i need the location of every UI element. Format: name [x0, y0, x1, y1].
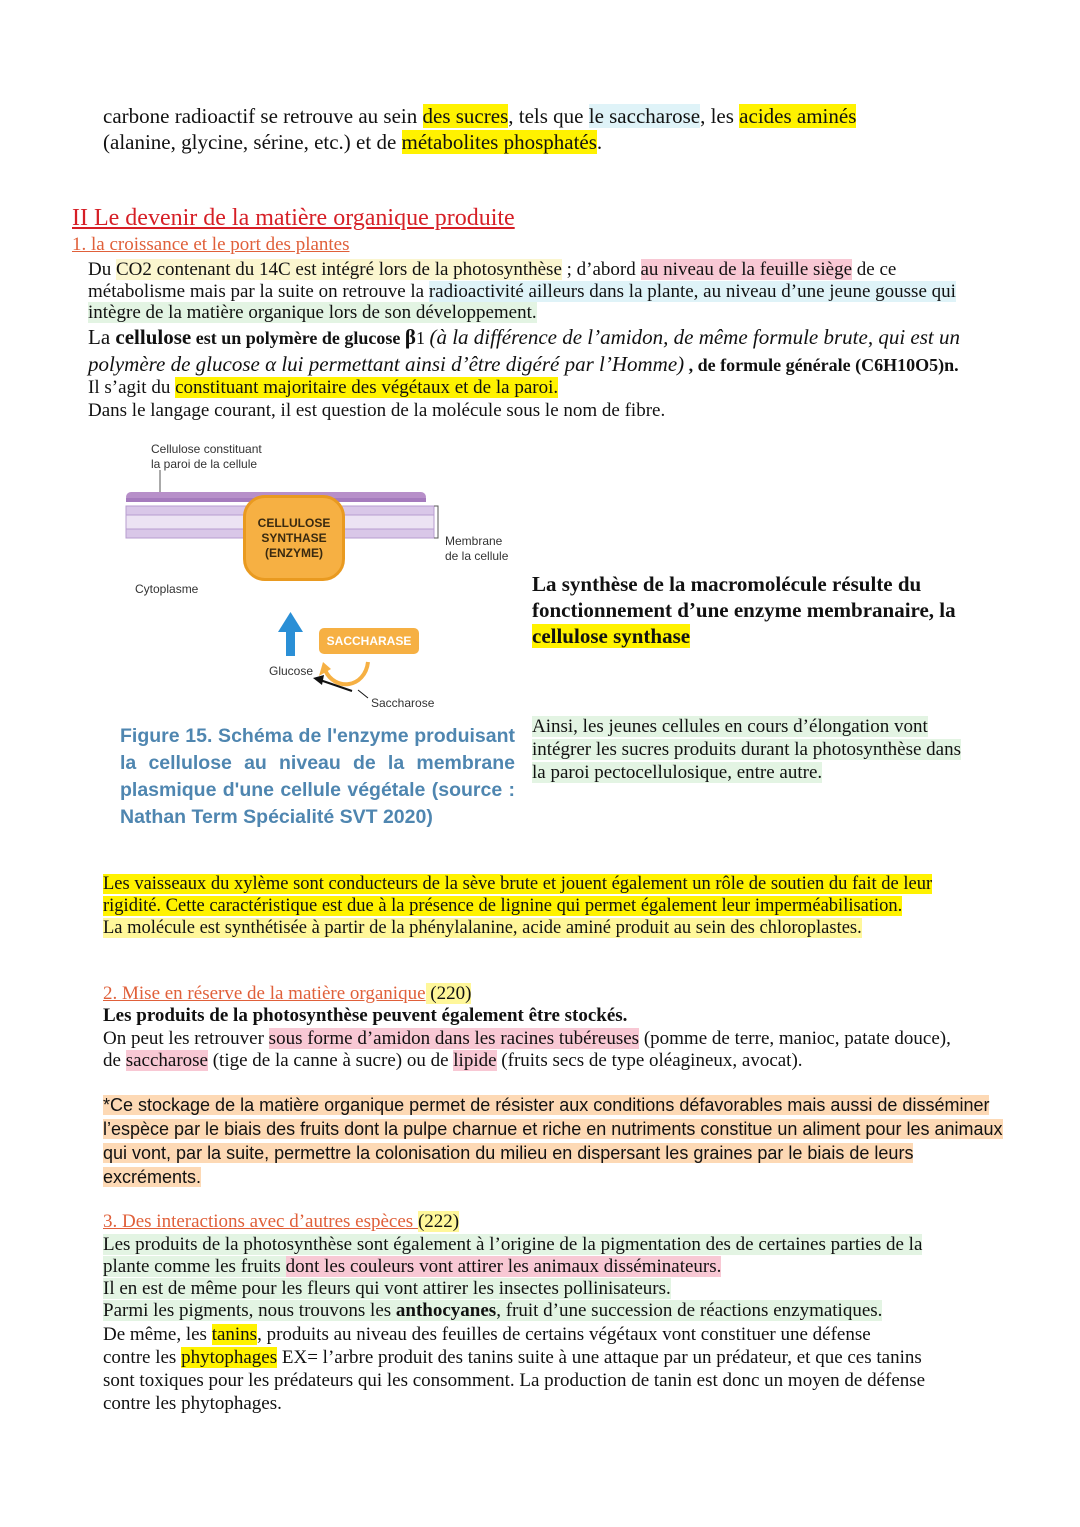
synthesis-line-3: cellulose synthase: [532, 624, 691, 648]
sub3-line-6: contre les phytophages EX= l’arbre produit des tanins suite à une attaque par un prédateur, et que ces tanins: [103, 1347, 922, 1368]
p4-line: Dans le langage courant, il est question de la molécule sous le nom de fibre.: [88, 400, 666, 421]
sub3-line-7: sont toxiques pour les prédateurs qui les consomment. La production de tanin est donc un moyen de défense: [103, 1370, 926, 1391]
sub2-line-1: Les produits de la photosynthèse peuvent également être stockés.: [103, 1005, 628, 1026]
sub3-line-3: Il en est de même pour les fleurs qui vont attirer les insectes pollinisateurs.: [103, 1278, 671, 1299]
intro-line-1: carbone radioactif se retrouve au sein des sucres, tels que le saccharose, les acides aminés: [103, 104, 857, 128]
section-title: II Le devenir de la matière organique produite: [72, 205, 515, 231]
xylem-line-3: La molécule est synthétisée à partir de la phénylalanine, acide aminé produit au sein des chloroplastes.: [103, 918, 862, 938]
cellulose-synthase-enzyme: CELLULOSE SYNTHASE (ENZYME): [243, 495, 345, 581]
sub3-line-2: plante comme les fruits dont les couleurs vont attirer les animaux disséminateurs.: [103, 1256, 722, 1277]
note-line-3: qui vont, par la suite, permettre la colonisation du milieu en dispersant les graines par le biais de leurs: [103, 1143, 914, 1163]
saccharase-curve: [325, 662, 368, 684]
intro-line-2: (alanine, glycine, sérine, etc.) et de métabolites phosphatés.: [103, 130, 603, 154]
note-line-1: *Ce stockage de la matière organique permet de résister aux conditions défavorables mais aussi de disséminer: [103, 1095, 990, 1115]
elongation-line-2: intégrer les sucres produits durant la photosynthèse dans: [532, 739, 961, 760]
subsection-title-1: 1. la croissance et le port des plantes: [72, 234, 350, 255]
sub3-line-5: De même, les tanins, produits au niveau des feuilles de certains végétaux vont constituer une défense: [103, 1324, 871, 1345]
subsection-title-2: 2. Mise en réserve de la matière organique (220): [103, 983, 472, 1004]
label-cell-wall: Cellulose constituant la paroi de la cellule: [151, 442, 262, 471]
xylem-line-1: Les vaisseaux du xylème sont conducteurs de la sève brute et jouent également un rôle de soutien du fait de leur: [103, 874, 933, 894]
note-line-4: excréments.: [103, 1167, 202, 1187]
p3-line: Il s’agit du constituant majoritaire des végétaux et de la paroi.: [88, 377, 559, 398]
label-cytoplasm: Cytoplasme: [135, 582, 199, 596]
label-saccharose: Saccharose: [371, 696, 435, 710]
sub3-line-1: Les produits de la photosynthèse sont également à l’origine de la pigmentation des de certaines parties de la: [103, 1234, 923, 1255]
p1-line-1: Du CO2 contenant du 14C est intégré lors de la photosynthèse ; d’abord au niveau de la feuille siège de ce: [88, 259, 897, 280]
cellulose-synthase-diagram: [120, 440, 520, 715]
p2-line-2: polymère de glucose α lui permettant ainsi d’être digéré par l’Homme) , de formule générale (C6H10O5)n.: [88, 352, 959, 376]
label-glucose: Glucose: [269, 664, 314, 678]
saccharose-pointer: [358, 690, 368, 698]
p1-line-3: intègre de la matière organique lors de son développement.: [88, 302, 537, 323]
subsection-title-3: 3. Des interactions avec d’autres espèces (222): [103, 1211, 460, 1232]
sub3-line-4: Parmi les pigments, nous trouvons les anthocyanes, fruit d’une succession de réactions enzymatiques.: [103, 1300, 883, 1321]
label-membrane: Membrane de la cellule: [445, 534, 509, 563]
elongation-line-3: la paroi pectocellulosique, entre autre.: [532, 762, 823, 783]
figure-caption: Figure 15. Schéma de l'enzyme produisant la cellulose au niveau de la membrane plasmique d'une cellule végétale (source : Nathan Term Spécialité SVT 2020): [120, 725, 515, 828]
note-line-2: l’espèce par le biais des fruits dont la pulpe charnue et riche en nutriments constitue un aliment pour les animaux: [103, 1119, 1003, 1139]
elongation-line-1: Ainsi, les jeunes cellules en cours d’élongation vont: [532, 716, 928, 737]
saccharase-label: SACCHARASE: [319, 628, 419, 654]
glucose-arrow-shaft: [286, 630, 295, 656]
sub3-line-8: contre les phytophages.: [103, 1393, 282, 1414]
to-glucose-head: [313, 675, 324, 685]
glucose-arrow-head: [278, 612, 303, 632]
xylem-line-2: rigidité. Cette caractéristique est due à la présence de lignine qui permet également leur imperméabilisation.: [103, 896, 903, 916]
p2-line-1: La cellulose est un polymère de glucose β1 (à la différence de l’amidon, de même formule brute, qui est un: [88, 325, 960, 349]
synthesis-line-2: fonctionnement d’une enzyme membranaire, la: [532, 598, 956, 622]
sub2-line-3: de saccharose (tige de la canne à sucre) ou de lipide (fruits secs de type oléagineux, avocat).: [103, 1050, 803, 1071]
synthesis-line-1: La synthèse de la macromolécule résulte du: [532, 572, 922, 596]
sub2-line-2: On peut les retrouver sous forme d’amidon dans les racines tubéreuses (pomme de terre, manioc, patate douce),: [103, 1028, 951, 1049]
p1-line-2: métabolisme mais par la suite on retrouve la radioactivité ailleurs dans la plante, au niveau d’une jeune gousse qui: [88, 281, 956, 302]
membrane-bracket: [434, 506, 438, 538]
